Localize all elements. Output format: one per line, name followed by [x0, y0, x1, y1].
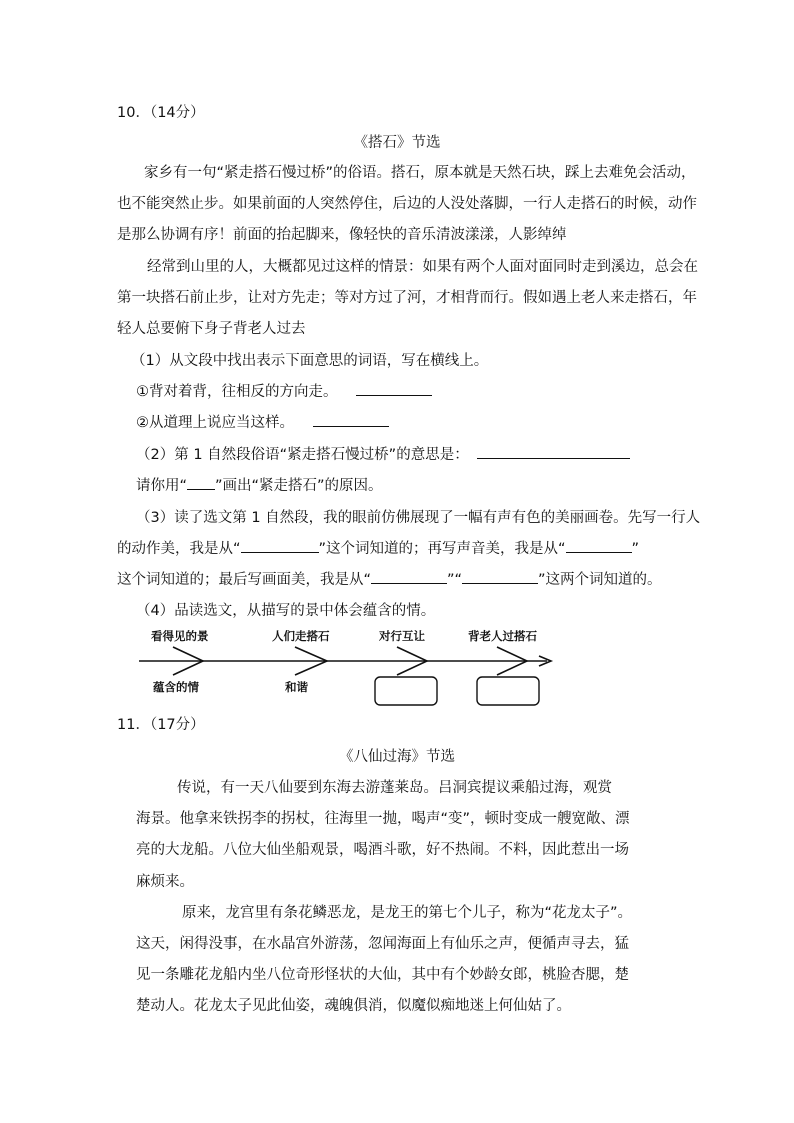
q10-sub3-line1: （3）读了选文第 1 自然段，我的眼前仿佛展现了一幅有声有色的美丽画卷。先写一行人 — [136, 510, 701, 526]
diagram-label-walking: 人们走搭石 — [272, 629, 330, 643]
answer-blank-1a[interactable] — [356, 394, 432, 396]
q11-title: 《八仙过海》节选 — [339, 749, 455, 765]
q10-para2-line1: 经常到山里的人，大概都见过这样的情景：如果有两个人面对面同时走到溪边，总会在 — [147, 259, 698, 275]
underline-sample — [187, 488, 215, 490]
q10-sub3-line3-a: 这个词知道的；最后写画面美，我是从“ — [117, 572, 372, 588]
q11-para2-line2: 这天，闲得没事，在水晶宫外游荡，忽闻海面上有仙乐之声，便循声寻去，猛 — [136, 936, 629, 952]
q10-sub3-line2-b: ”这个词知道的；再写声音美，我是从“ — [318, 541, 566, 557]
answer-blank-3c[interactable] — [371, 582, 447, 584]
diagram-answer-box-2[interactable] — [477, 677, 539, 705]
answer-blank-3d[interactable] — [462, 582, 538, 584]
q10-sub3-line3 — [117, 573, 662, 588]
q10-para2-line2: 第一块搭石前止步，让对方先走；等对方过了河，才相背而行。假如遇上老人来走搭石，年 — [117, 290, 697, 306]
q10-para1-line2: 也不能突然止步。如果前面的人突然停住，后边的人没处落脚，一行人走搭石的时候，动作 — [117, 196, 697, 212]
answer-blank-3a[interactable] — [241, 551, 319, 553]
q11-number: 11．（17分） — [117, 717, 205, 733]
q11-para1-line1: 传说，有一天八仙要到东海去游蓬莱岛。吕洞宾提议乘船过海，观赏 — [177, 780, 612, 796]
q11-para2-line4: 楚动人。花龙太子见此仙姿，魂魄俱消，似魔似痴地迷上何仙姑了。 — [136, 998, 571, 1014]
q11-para1-line2: 海景。他拿来铁拐李的拐杖，往海里一抛，喝声“变”，顿时变成一艘宽敞、漂 — [136, 811, 630, 827]
q10-para1-line3: 是那么协调有序！前面的抬起脚来，像轻快的音乐清波漾漾，人影绰绰 — [117, 227, 567, 243]
q10-sub1-b-text: ②从道理上说应当这样。 — [136, 415, 294, 431]
q10-sub3-line2-c: ” — [631, 541, 640, 557]
q10-sub2-text: （2）第 1 自然段俗语“紧走搭石慢过桥”的意思是： — [136, 447, 469, 463]
q10-sub2-b-pre: 请你用“ — [136, 478, 188, 494]
diagram-answer-box-1[interactable] — [375, 677, 437, 705]
q10-title: 《搭石》节选 — [353, 135, 441, 151]
q11-para2-line1: 原来，龙宫里有条花鳞恶龙，是龙王的第七个儿子，称为“花龙太子”。 — [182, 905, 633, 921]
q10-para1-line1: 家乡有一句“紧走搭石慢过桥”的俗语。搭石，原本就是天然石块，踩上去难免会活动， — [144, 165, 696, 181]
q10-sub1: （1）从文段中找出表示下面意思的词语，写在横线上。 — [131, 353, 489, 369]
q10-sub1-a — [136, 385, 432, 400]
q11-para2-line3: 见一条雕花龙船内坐八位奇形怪状的大仙，其中有个妙龄女郎，桃脸杏腮，楚 — [136, 967, 629, 983]
q10-sub3-line3-c: ”这两个词知道的。 — [538, 572, 662, 588]
answer-blank-2[interactable] — [477, 457, 630, 459]
q11-para1-line4: 麻烦来。 — [136, 874, 194, 890]
q10-sub2-b — [136, 479, 383, 494]
q10-sub3-line2-a: 的动作美，我是从“ — [117, 541, 241, 557]
diagram-label-harmony: 和谐 — [285, 680, 308, 694]
scene-emotion-diagram — [135, 625, 565, 710]
q10-sub3-line3-b: ”“ — [447, 572, 463, 588]
q10-sub1-b — [136, 416, 389, 431]
answer-blank-1b[interactable] — [313, 425, 389, 427]
diagram-label-carry: 背老人过搭石 — [468, 629, 537, 643]
q10-sub1-a-text: ①背对着背，往相反的方向走。 — [136, 384, 338, 400]
q10-sub3-line2 — [117, 542, 639, 557]
q10-sub4: （4）品读选文，从描写的景中体会蕴含的情。 — [136, 603, 436, 619]
diagram-label-yield: 对行互让 — [379, 629, 425, 643]
diagram-label-emotion: 蕴含的情 — [153, 680, 199, 694]
q10-number: 10．（14分） — [117, 105, 205, 121]
diagram-label-scene: 看得见的景 — [151, 629, 209, 643]
answer-blank-3b[interactable] — [566, 551, 632, 553]
q10-sub2 — [136, 448, 630, 463]
q10-para2-line3: 轻人总要俯下身子背老人过去 — [117, 321, 306, 337]
q10-sub2-b-post: ”画出“紧走搭石”的原因。 — [215, 478, 383, 494]
q11-para1-line3: 亮的大龙船。八位大仙坐船观景，喝酒斗歌，好不热闹。不料，因此惹出一场 — [136, 842, 629, 858]
